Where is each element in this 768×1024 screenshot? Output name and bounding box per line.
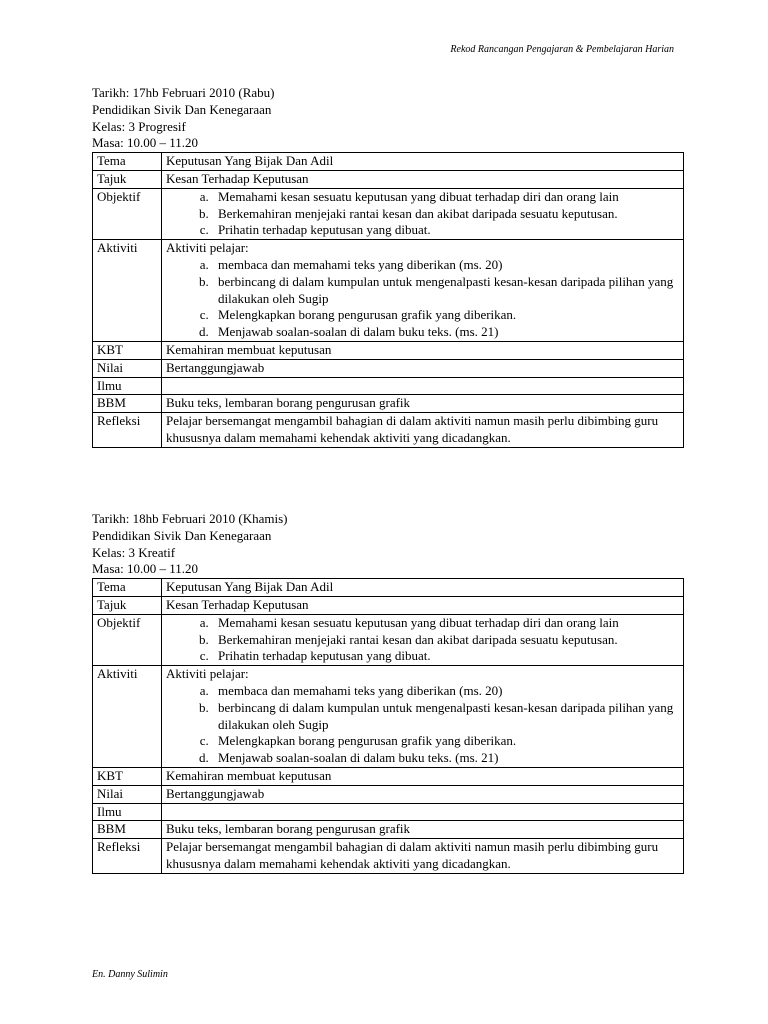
row-kbt xyxy=(93,767,684,785)
activity-list xyxy=(166,257,679,341)
objective-item: c. Prihatin terhadap keputusan yang dibuat. xyxy=(212,648,679,665)
value-objektif xyxy=(162,614,684,665)
lesson-meta xyxy=(92,511,684,578)
activity-item: b. berbincang di dalam kumpulan untuk mengenalpasti kesan-kesan daripada pilihan yang dilakukan oleh Sugip xyxy=(212,700,679,734)
page-footer: En. Danny Sulimin xyxy=(92,969,168,980)
value-refleksi: Pelajar bersemangat mengambil bahagian di dalam aktiviti namun masih perlu dibimbing guru khususnya dalam memahami kehendak aktiviti yang dicadangkan. xyxy=(162,839,684,874)
lesson-class: Kelas: 3 Progresif xyxy=(92,118,186,134)
lesson-subject: Pendidikan Sivik Dan Kenegaraan xyxy=(92,101,272,117)
objective-item: b. Berkemahiran menjejaki rantai kesan dan akibat daripada sesuatu keputusan. xyxy=(212,632,679,649)
label-nilai: Nilai xyxy=(93,359,162,377)
lesson-table xyxy=(92,152,684,448)
label-tajuk: Tajuk xyxy=(93,170,162,188)
lesson-record-1 xyxy=(92,85,684,448)
label-ilmu: Ilmu xyxy=(93,803,162,821)
value-aktiviti xyxy=(162,666,684,768)
row-refleksi xyxy=(93,413,684,448)
lesson-table xyxy=(92,578,684,874)
lesson-record-2 xyxy=(92,511,684,874)
lesson-subject: Pendidikan Sivik Dan Kenegaraan xyxy=(92,527,272,543)
label-nilai: Nilai xyxy=(93,785,162,803)
row-ilmu xyxy=(93,377,684,395)
row-aktiviti xyxy=(93,666,684,768)
label-tema: Tema xyxy=(93,153,162,171)
value-bbm: Buku teks, lembaran borang pengurusan grafik xyxy=(162,821,684,839)
activity-item: d. Menjawab soalan-soalan di dalam buku teks. (ms. 21) xyxy=(212,324,679,341)
value-tajuk: Kesan Terhadap Keputusan xyxy=(162,170,684,188)
label-bbm: BBM xyxy=(93,821,162,839)
page-header: Rekod Rancangan Pengajaran & Pembelajaran Harian xyxy=(450,44,674,55)
activity-list xyxy=(166,683,679,767)
row-nilai xyxy=(93,785,684,803)
value-aktiviti xyxy=(162,240,684,342)
activity-intro: Aktiviti pelajar: xyxy=(166,240,249,256)
row-tema xyxy=(93,579,684,597)
row-aktiviti xyxy=(93,240,684,342)
activity-intro: Aktiviti pelajar: xyxy=(166,666,249,682)
label-objektif: Objektif xyxy=(93,614,162,665)
row-kbt xyxy=(93,341,684,359)
objective-list xyxy=(166,189,679,239)
row-bbm xyxy=(93,395,684,413)
lesson-time: Masa: 10.00 – 11.20 xyxy=(92,561,199,577)
row-refleksi xyxy=(93,839,684,874)
label-tema: Tema xyxy=(93,579,162,597)
value-nilai: Bertanggungjawab xyxy=(162,359,684,377)
value-objektif xyxy=(162,188,684,239)
row-objektif xyxy=(93,614,684,665)
lesson-time: Masa: 10.00 – 11.20 xyxy=(92,135,199,151)
row-bbm xyxy=(93,821,684,839)
activity-item: a. membaca dan memahami teks yang diberikan (ms. 20) xyxy=(212,683,679,700)
value-bbm: Buku teks, lembaran borang pengurusan grafik xyxy=(162,395,684,413)
activity-item: c. Melengkapkan borang pengurusan grafik yang diberikan. xyxy=(212,307,679,324)
label-ilmu: Ilmu xyxy=(93,377,162,395)
row-nilai xyxy=(93,359,684,377)
row-objektif xyxy=(93,188,684,239)
label-aktiviti: Aktiviti xyxy=(93,240,162,342)
label-bbm: BBM xyxy=(93,395,162,413)
label-refleksi: Refleksi xyxy=(93,839,162,874)
value-kbt: Kemahiran membuat keputusan xyxy=(162,341,684,359)
row-tajuk xyxy=(93,596,684,614)
lesson-class: Kelas: 3 Kreatif xyxy=(92,544,176,560)
value-tema: Keputusan Yang Bijak Dan Adil xyxy=(162,153,684,171)
label-aktiviti: Aktiviti xyxy=(93,666,162,768)
lesson-date: Tarikh: 17hb Februari 2010 (Rabu) xyxy=(92,85,275,100)
lesson-date: Tarikh: 18hb Februari 2010 (Khamis) xyxy=(92,511,288,526)
activity-item: d. Menjawab soalan-soalan di dalam buku teks. (ms. 21) xyxy=(212,750,679,767)
lesson-meta xyxy=(92,85,684,152)
value-tema: Keputusan Yang Bijak Dan Adil xyxy=(162,579,684,597)
objective-item: a. Memahami kesan sesuatu keputusan yang dibuat terhadap diri dan orang lain xyxy=(212,189,679,206)
row-ilmu xyxy=(93,803,684,821)
value-ilmu xyxy=(162,803,684,821)
value-tajuk: Kesan Terhadap Keputusan xyxy=(162,596,684,614)
value-ilmu xyxy=(162,377,684,395)
label-objektif: Objektif xyxy=(93,188,162,239)
objective-item: c. Prihatin terhadap keputusan yang dibuat. xyxy=(212,222,679,239)
activity-item: a. membaca dan memahami teks yang diberikan (ms. 20) xyxy=(212,257,679,274)
label-refleksi: Refleksi xyxy=(93,413,162,448)
row-tema xyxy=(93,153,684,171)
objective-item: a. Memahami kesan sesuatu keputusan yang dibuat terhadap diri dan orang lain xyxy=(212,615,679,632)
row-tajuk xyxy=(93,170,684,188)
objective-list xyxy=(166,615,679,665)
activity-item: b. berbincang di dalam kumpulan untuk mengenalpasti kesan-kesan daripada pilihan yang dilakukan oleh Sugip xyxy=(212,274,679,308)
value-refleksi: Pelajar bersemangat mengambil bahagian di dalam aktiviti namun masih perlu dibimbing guru khususnya dalam memahami kehendak aktiviti yang dicadangkan. xyxy=(162,413,684,448)
value-kbt: Kemahiran membuat keputusan xyxy=(162,767,684,785)
label-tajuk: Tajuk xyxy=(93,596,162,614)
objective-item: b. Berkemahiran menjejaki rantai kesan dan akibat daripada sesuatu keputusan. xyxy=(212,206,679,223)
label-kbt: KBT xyxy=(93,341,162,359)
activity-item: c. Melengkapkan borang pengurusan grafik yang diberikan. xyxy=(212,733,679,750)
value-nilai: Bertanggungjawab xyxy=(162,785,684,803)
label-kbt: KBT xyxy=(93,767,162,785)
